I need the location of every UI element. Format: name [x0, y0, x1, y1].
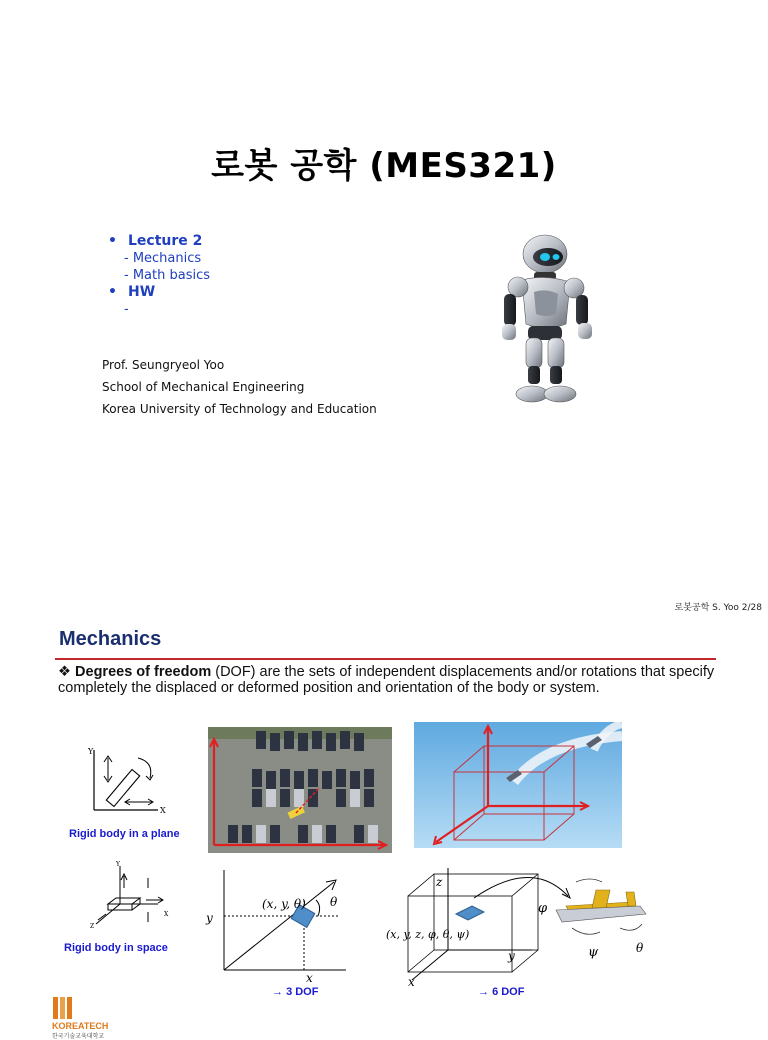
logo-brand: KOREATECH [52, 1021, 109, 1031]
theta-label: θ [330, 895, 338, 909]
pose-2d-label: (x, y, θ) [262, 897, 306, 911]
bullet-mechanics: - Mechanics [124, 251, 202, 266]
dof-term: Degrees of freedom [75, 664, 212, 680]
author-block [102, 354, 377, 420]
axis-z-label: z [436, 875, 443, 889]
caption-space: Rigid body in space [64, 942, 168, 954]
dof-3-label [272, 986, 318, 998]
space-z-label: Z [90, 923, 95, 930]
bullet-lecture: • Lecture 2 [108, 233, 203, 249]
pose-2d-diagram [200, 866, 350, 984]
dof-6-text: 6 DOF [492, 986, 525, 998]
slide-title: 로봇 공학 (MES321) [211, 146, 557, 186]
lecture-bullets [108, 233, 210, 318]
plane-body-diagram [80, 744, 180, 824]
caption-plane: Rigid body in a plane [69, 828, 180, 840]
author-university: Korea University of Technology and Education [102, 402, 377, 416]
right-arrow-icon: → [272, 986, 287, 998]
pose-3d-label: (x, y, z, φ, θ, ψ) [386, 928, 470, 941]
space-body-diagram [84, 858, 176, 938]
logo-subtitle: 한국기술교육대학교 [52, 1033, 105, 1040]
bullet-hw-sub: - [124, 302, 129, 317]
bullet-hw-text: HW [128, 284, 156, 300]
space-x-label: X [164, 911, 169, 918]
right-arrow-icon-2: → [478, 986, 493, 998]
dof-3-text: 3 DOF [286, 986, 319, 998]
plane-x-label: X [160, 806, 166, 815]
author-school: School of Mechanical Engineering [102, 380, 305, 394]
airplane-rpy-diagram [536, 872, 648, 960]
page-label: 로봇공학 S. Yoo 2/28 [674, 603, 762, 613]
koreatech-emblem-icon [52, 995, 74, 1021]
robot-image [490, 232, 600, 410]
heading-divider [55, 658, 716, 660]
koreatech-logo [52, 995, 108, 1040]
space-y-label: Y [116, 861, 120, 868]
bullet-hw: • HW [108, 284, 156, 300]
plane-y-label: Y [88, 747, 94, 756]
dof-6-label [478, 986, 524, 998]
phi-label: φ [538, 901, 548, 916]
psi-label: ψ [588, 945, 599, 960]
dof-text: (DOF) are the sets of independent displacements and/or rotations that specify completely the displaced or deformed position and orientation of the body or system. [58, 664, 715, 696]
diamond-bullet-icon: ❖ [58, 664, 71, 680]
parking-lot-photo [208, 727, 392, 853]
axis-x-3d-label: x [408, 975, 415, 988]
theta-pitch-label: θ [636, 941, 644, 955]
airplanes-photo [414, 722, 622, 848]
author-name: Prof. Seungryeol Yoo [102, 358, 225, 372]
axis-y-3d-label: y [508, 949, 515, 963]
axis-x-label: x [306, 971, 313, 984]
section-heading: Mechanics [59, 628, 162, 650]
dof-definition [58, 664, 718, 696]
bullet-lecture-text: Lecture 2 [128, 233, 203, 249]
axis-y-label: y [206, 911, 213, 925]
bullet-math-basics: - Math basics [124, 268, 210, 283]
